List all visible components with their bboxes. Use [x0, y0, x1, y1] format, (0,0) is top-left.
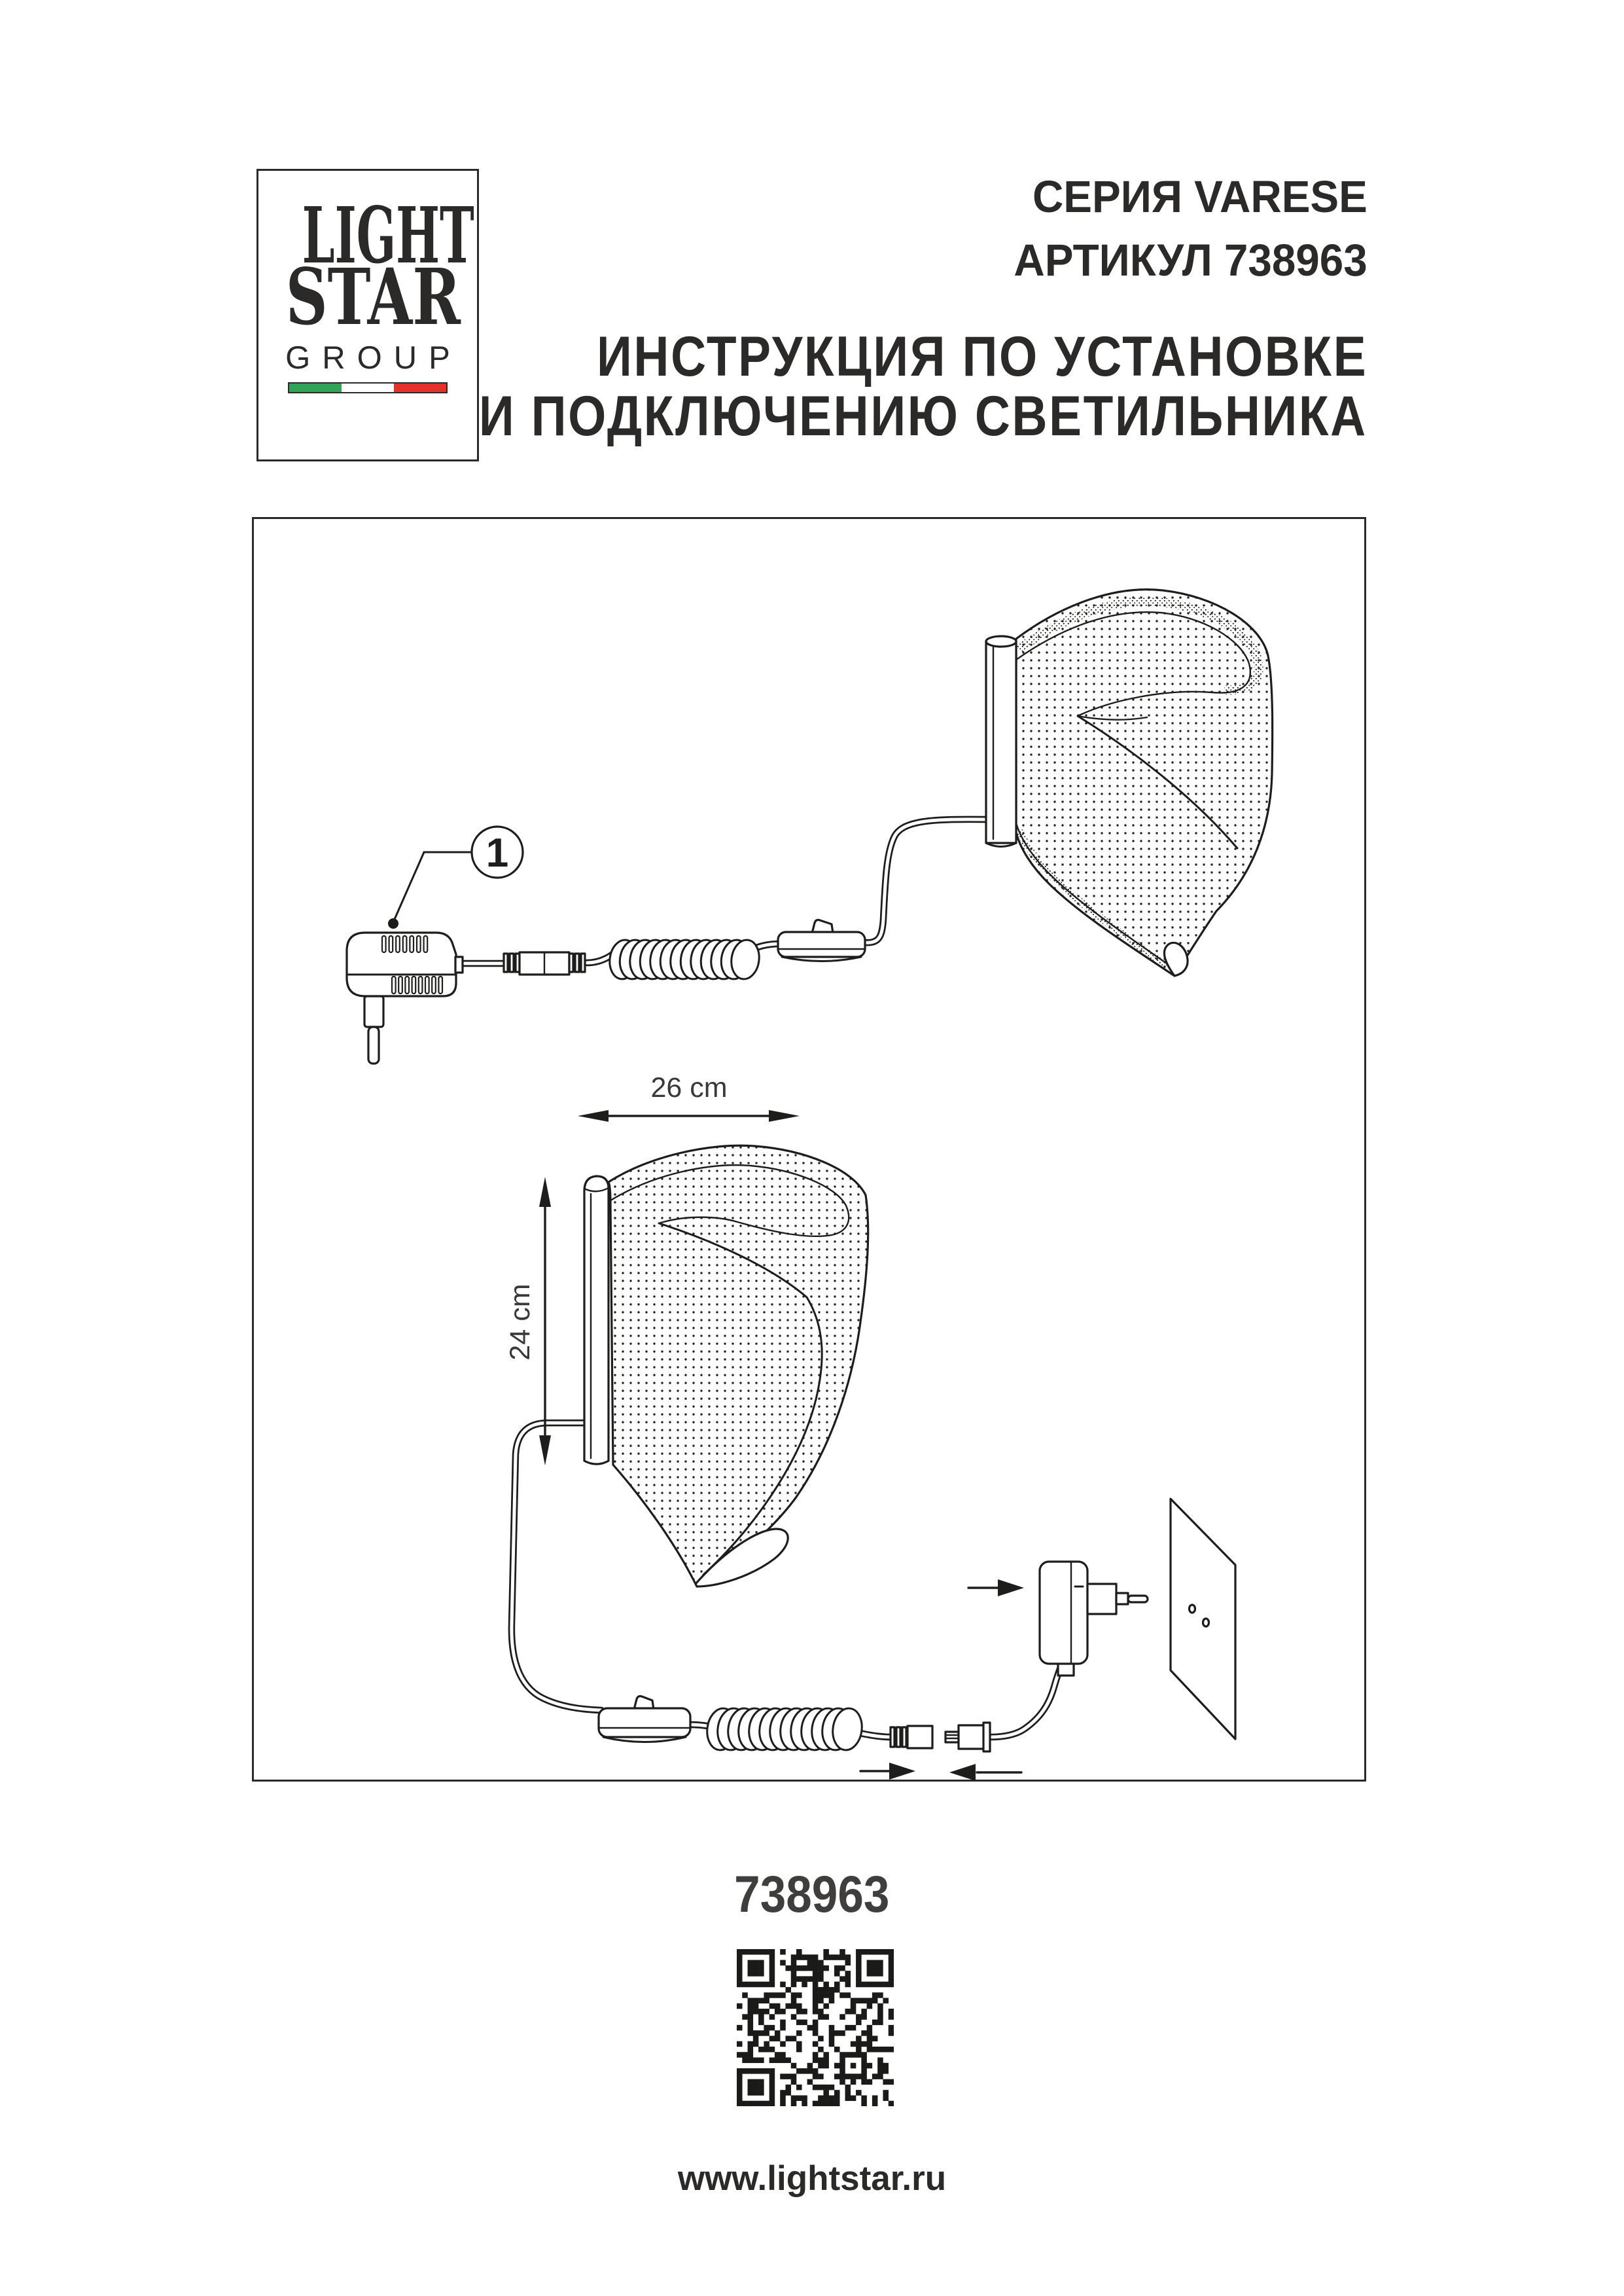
- lamp-mount-bar-front: [584, 1176, 609, 1464]
- header-gap: [346, 292, 1368, 327]
- article-line: АРТИКУЛ 738963: [1014, 235, 1368, 285]
- cable-switch-to-lamp: [863, 819, 989, 942]
- adapter-body: [1040, 1562, 1087, 1664]
- instruction-line-2: И ПОДКЛЮЧЕНИЮ СВЕТИЛЬНИКА: [479, 385, 1368, 448]
- instruction-line-1: ИНСТРУКЦИЯ ПО УСТАНОВКЕ: [596, 325, 1368, 388]
- connect-arrow-right: [860, 1763, 915, 1780]
- flag-green-segment: [289, 384, 342, 392]
- adapter-plug-pin: [1128, 1596, 1148, 1602]
- qr-code: [737, 1949, 894, 2106]
- logo-word-light: LIGHT: [302, 190, 474, 281]
- adapter-cable-tab: [455, 957, 463, 973]
- mount-bar-top-cap: [986, 636, 1016, 647]
- wall-lamp-perspective: [986, 590, 1273, 976]
- inline-switch-bottom: [599, 1696, 690, 1742]
- coiled-cord-top: [607, 938, 762, 980]
- connect-arrow-left: [949, 1764, 1021, 1781]
- callout-number: 1: [485, 831, 509, 876]
- socket-hole: [1203, 1619, 1209, 1626]
- switch-body: [778, 932, 865, 957]
- adapter-body: [347, 933, 456, 996]
- shade-silhouette-front: [609, 1145, 868, 1584]
- assembled-view-drawing: [347, 590, 1273, 1064]
- logo-word-star: STAR: [285, 251, 461, 342]
- series-line: СЕРИЯ VARESE: [1033, 171, 1368, 222]
- qr-modules: [737, 1949, 894, 2106]
- cable-lamp-to-switch: [512, 1423, 601, 1710]
- wall-lamp-front: [584, 1145, 868, 1587]
- power-adapter-wall: [1040, 1562, 1148, 1676]
- callout-1: [388, 827, 523, 929]
- connector-socket-female: [945, 1723, 990, 1751]
- plug-in-arrow: [968, 1579, 1024, 1596]
- connector-plug-male: [891, 1726, 932, 1748]
- socket-hole: [1190, 1605, 1195, 1613]
- cable-connector-joint: [504, 952, 585, 975]
- lamp-mount-bar: [986, 641, 1016, 843]
- footer-website-url: www.lightstar.ru: [677, 2159, 947, 2198]
- width-dimension: [578, 1072, 800, 1122]
- height-dimension: [504, 1177, 551, 1465]
- adapter-plug-block: [1087, 1584, 1116, 1614]
- dimensioned-view-drawing: [504, 1072, 1235, 1781]
- header-text-block: [346, 165, 1368, 446]
- switch-body: [599, 1708, 690, 1737]
- wall-outlet-plate: [1171, 1499, 1235, 1739]
- coiled-cord-bottom: [705, 1706, 864, 1752]
- height-dimension-label: 24 cm: [504, 1283, 536, 1361]
- power-adapter-top-view: [347, 933, 463, 1064]
- installation-diagram: [252, 517, 1366, 1782]
- plug-pin: [368, 1027, 379, 1064]
- shade-silhouette: [1016, 590, 1273, 976]
- cable-lamp-to-switch: [512, 1423, 601, 1710]
- callout-leader-dot: [388, 918, 398, 929]
- logo-word-group: GROUP: [285, 340, 462, 376]
- width-dimension-label: 26 cm: [650, 1072, 728, 1103]
- footer-article-number: 738963: [734, 1865, 890, 1923]
- inline-switch-top: [778, 920, 865, 961]
